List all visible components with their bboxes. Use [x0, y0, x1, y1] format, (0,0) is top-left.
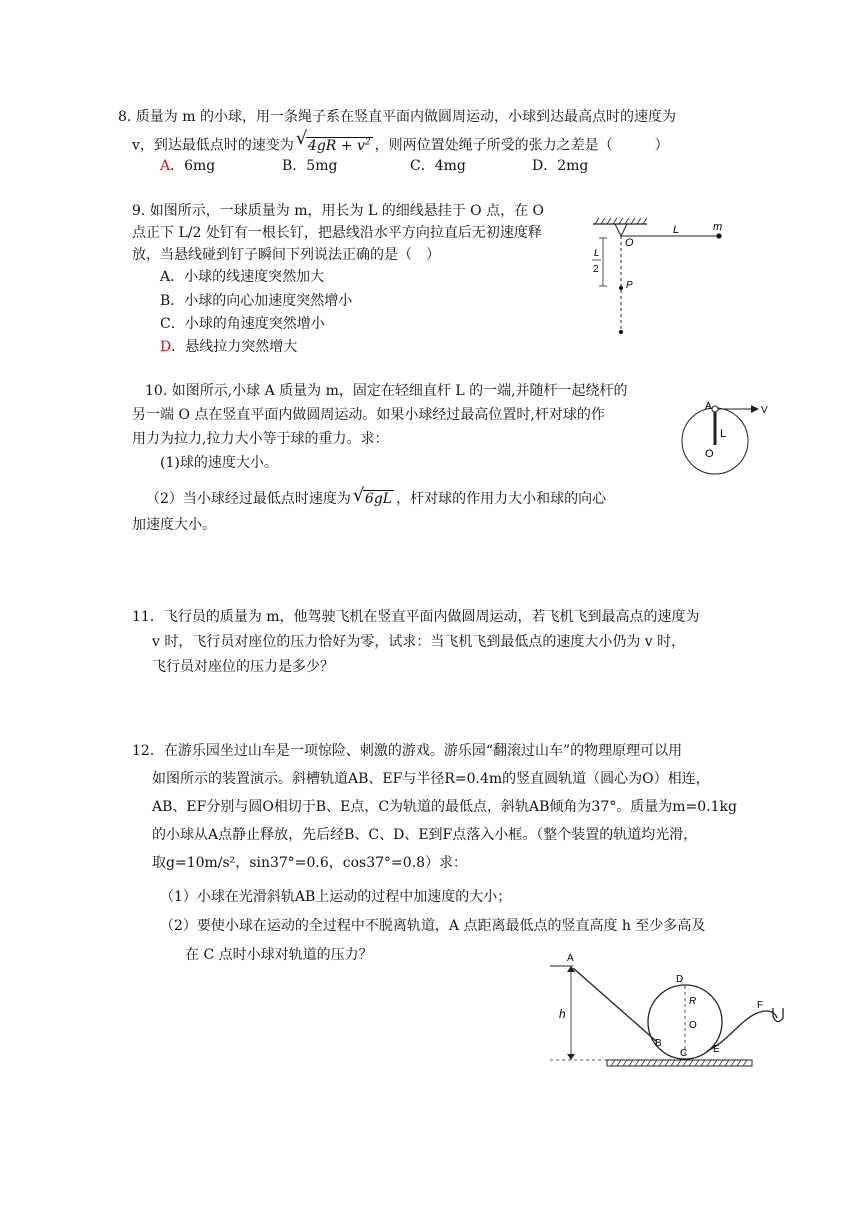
q8-radicand: $4gR + v^2$	[307, 137, 371, 154]
q11-line2: v 时，飞行员对座位的压力恰好为零，试求：当飞机飞到最低点的速度大小仍为 v 时，	[152, 634, 686, 650]
label-v: V	[761, 405, 768, 416]
q8-line2	[132, 128, 669, 155]
label-a: A	[705, 401, 712, 412]
nail-p	[619, 286, 623, 290]
label-m: m	[713, 221, 723, 233]
q10-radicand: 6gL	[364, 491, 393, 507]
label-f: F	[757, 1000, 764, 1011]
label-c: C	[680, 1048, 688, 1059]
q9-line2: 点正下 L/2 处钉有一根长钉，把悬线沿水平方向拉直后无初速度释	[132, 225, 542, 241]
q12-line3: AB、EF分别与圆O相切于B、E点，C为轨道的最低点，斜轨AB倾角为37°。质量为m=0.1kg	[152, 799, 737, 815]
label-half-num: L	[594, 248, 600, 259]
q10-line2: 另一端 O 点在竖直平面内做圆周运动。如果小球经过最高位置时,杆对球的作	[132, 407, 605, 423]
q10-part2-line2: 加速度大小。	[132, 517, 216, 533]
label-o: O	[689, 1020, 697, 1031]
rod-circle-diagram	[675, 395, 775, 485]
q11-line1: 11．飞行员的质量为 m，他驾驶飞机在竖直平面内做圆周运动，若飞机飞到最高点的速度为	[132, 609, 700, 625]
label-half-den: 2	[593, 264, 599, 275]
roller-coaster-diagram	[545, 946, 790, 1071]
q8-option-b: B．5mg	[282, 158, 338, 174]
pivot-support	[615, 224, 627, 236]
label-o: O	[625, 237, 634, 249]
q10-line1: 10. 如图所示,小球 A 质量为 m，固定在轻细直杆 L 的一端,并随杆一起绕杆的	[145, 383, 628, 399]
lowest-point	[619, 330, 623, 334]
q12-line4: 的小球从A点静止释放，先后经B、C、D、E到F点落入小框。（整个装置的轨道均光滑，	[152, 827, 698, 843]
ceiling-hatch	[595, 218, 647, 224]
label-l: L	[720, 428, 727, 440]
ball-a	[712, 406, 718, 412]
q12-part2-line2: 在 C 点时小球对轨道的压力？	[185, 947, 373, 963]
q8-option-d: D．2mg	[532, 158, 589, 174]
label-l: L	[673, 224, 680, 236]
label-d: D	[676, 974, 684, 985]
q8-line2-post: ，则两位置处绳子所受的张力之差是（ ）	[374, 137, 669, 154]
sqrt-expression: √ $4gR + v^2$	[295, 128, 371, 154]
q9-option-c: C．小球的角速度突然增小	[160, 316, 325, 332]
pendulum-diagram	[585, 216, 745, 341]
incline-ab	[573, 968, 656, 1041]
q9-option-d: D．悬线拉力突然增大	[160, 339, 298, 355]
ground-hatch	[611, 1060, 747, 1066]
q9-option-a: A．小球的线速度突然加大	[160, 269, 325, 285]
q10-part2: （2）当小球经过最低点时速度为 √ 6gL ，杆对球的作用力大小和球的向心	[146, 485, 607, 507]
q9-line3: 放，当悬线碰到钉子瞬间下列说法正确的是（ ）	[132, 247, 440, 263]
q12-line2: 如图所示的装置演示。斜槽轨道AB、EF与半径R=0.4m的竖直圆轨道（圆心为O）相连，	[152, 771, 710, 787]
label-r: R	[689, 996, 697, 1007]
sqrt-expression: √ 6gL	[352, 485, 393, 507]
ball-m	[716, 233, 721, 238]
label-h: h	[559, 1007, 566, 1021]
q12-part2-line1: （2）要使小球在运动的全过程中不脱离轨道，A 点距离最低点的竖直高度 h 至少多高及	[160, 918, 706, 934]
label-b: B	[655, 1038, 662, 1049]
q8-line1: 8. 质量为 m 的小球，用一条绳子系在竖直平面内做圆周运动，小球到达最高点时的速度为	[118, 109, 676, 125]
q11-line3: 飞行员对座位的压力是多少？	[152, 659, 334, 675]
q10-line3: 用力为拉力,拉力大小等于球的重力。求：	[132, 431, 389, 447]
label-a: A	[567, 953, 574, 964]
label-p: P	[626, 280, 633, 291]
q8-line2-pre: v，到达最低点时的速变为	[132, 137, 294, 154]
q12-part1: （1）小球在光滑斜轨AB上运动的过程中加速度的大小；	[160, 889, 512, 905]
q9-line1: 9. 如图所示，一球质量为 m，用长为 L 的细线悬挂于 O 点，在 O	[132, 203, 545, 219]
label-e: E	[713, 1044, 720, 1055]
ground	[607, 1060, 752, 1066]
q8-option-c: C．4mg	[410, 158, 466, 174]
q12-line5: 取g=10m/s²，sin37°=0.6，cos37°=0.8）求：	[152, 855, 468, 871]
q9-option-b: B．小球的向心加速度突然增小	[160, 293, 353, 309]
q12-line1: 12．在游乐园坐过山车是一项惊险、刺激的游戏。游乐园“翻滚过山车”的物理原理可以用	[132, 743, 683, 759]
label-o: O	[705, 448, 714, 460]
q10-part1: (1)球的速度大小。	[160, 455, 278, 471]
q8-option-a: A．6mg	[160, 158, 216, 174]
